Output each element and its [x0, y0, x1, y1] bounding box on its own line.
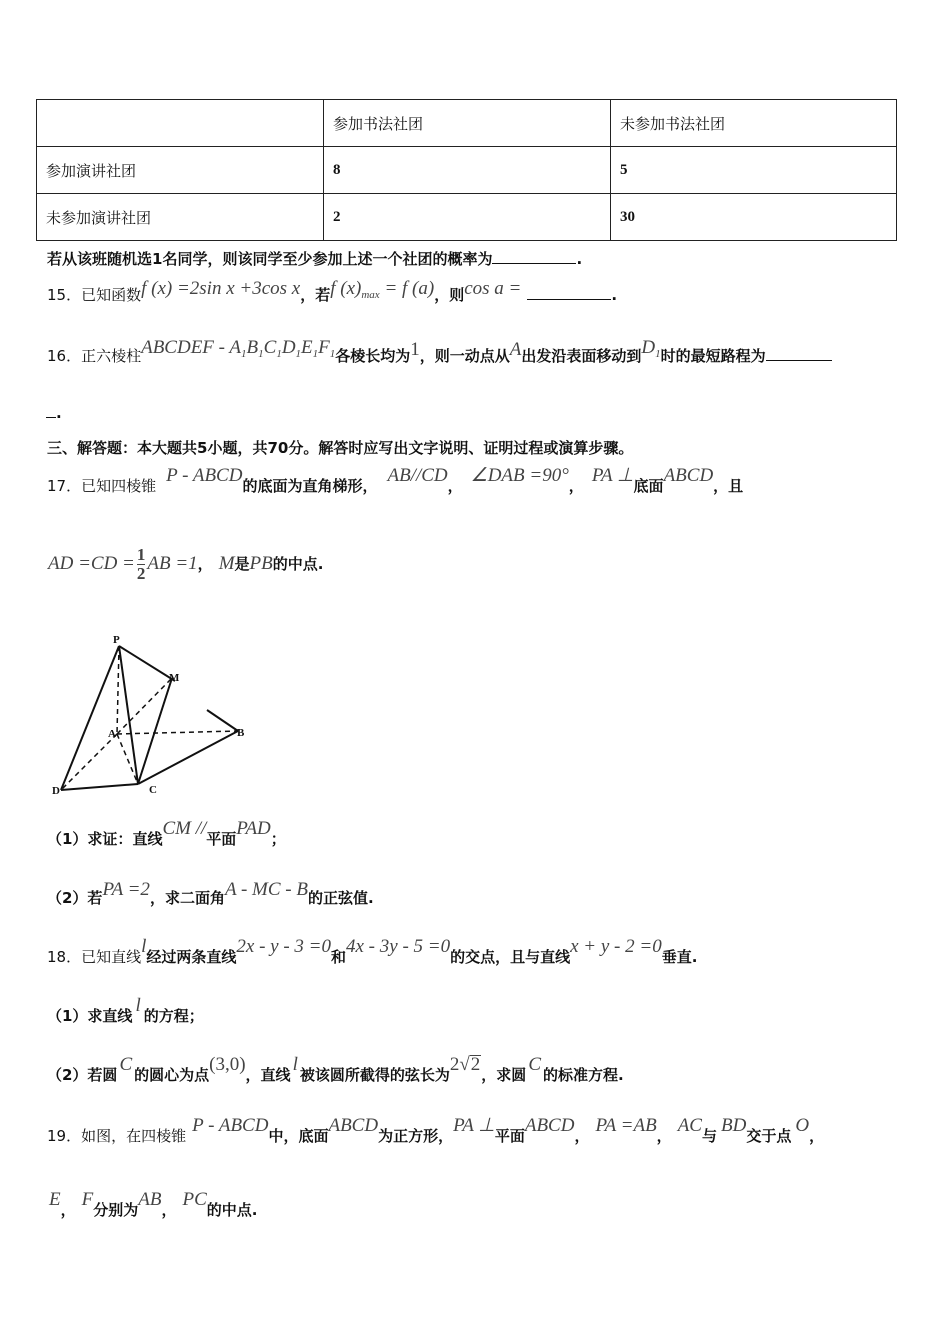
- table-row-label: 未参加演讲社团: [37, 194, 324, 241]
- question-15: 15．已知函数f (x) =2sin x +3cos x，若f $(x)_{max} = f$ (a)，则cos a = .: [47, 278, 618, 304]
- table-header-cell: 未参加书法社团: [611, 100, 897, 147]
- club-table: [36, 99, 897, 241]
- edge-PA: [117, 646, 119, 734]
- question-18-part-2: （2）若圆 C 的圆心为点(3,0)，直线 l 被该圆所截得的弦长为2√2，求圆 C 的标准方程.: [47, 1054, 624, 1084]
- vertex-label-B: B: [237, 727, 245, 739]
- edge-PM: [119, 646, 175, 681]
- question-17-part-1: （1）求证：直线CM //平面PAD；: [47, 818, 286, 848]
- question-16-blank-end: .: [46, 404, 62, 422]
- prism-label: ABCDEF - $A_1B_1C_1D_1E_1F_1$: [141, 337, 336, 360]
- vertex-label-P: P: [113, 634, 120, 646]
- edge-MB: [207, 710, 238, 731]
- table-row: [37, 147, 897, 194]
- edge-AD: [61, 734, 117, 790]
- question-17-conditions: AD =CD = $\frac{1}{2}$ AB =1， M是PB的中点.: [48, 545, 324, 583]
- question-19-conditions: E， F分别为AB， PC的中点.: [49, 1189, 258, 1219]
- table-cell: 5: [611, 147, 897, 194]
- vertex-label-D: D: [52, 785, 60, 797]
- question-18: 18．已知直线l经过两条直线2x - y - 3 =0和4x - 3y - 5 =0的交点，且与直线x + y - 2 =0垂直.: [47, 936, 698, 966]
- vertex-label-M: M: [169, 672, 180, 684]
- sqrt-expression: 2√2: [449, 1054, 481, 1075]
- question-17: 17．已知四棱锥 P - ABCD的底面为直角梯形， AB//CD， ∠DAB =90°， PA ⊥底面ABCD，且: [47, 465, 744, 495]
- table-row: [37, 194, 897, 241]
- vertex-label-A: A: [108, 728, 116, 740]
- edge-AB: [117, 731, 238, 734]
- answer-blank: [46, 417, 56, 418]
- pyramid-figure: [44, 630, 264, 800]
- vertex-label-C: C: [149, 784, 157, 796]
- question-16: 16．正六棱柱ABCDEF - $A_1B_1C_1D_1E_1F_1$各棱长均为1，则一动点从A出发沿表面移动到$D_1$时的最短路程为: [47, 345, 832, 367]
- table-cell: 8: [324, 147, 611, 194]
- answer-blank: [766, 360, 832, 361]
- table-header-row: [37, 100, 897, 147]
- fraction-one-half: $\frac{1}{2}$: [136, 545, 146, 583]
- question-14-tail: 若从该班随机选1名同学，则该同学至少参加上述一个社团的概率为 .: [47, 250, 583, 268]
- table-header-cell: [37, 100, 324, 147]
- answer-blank: [527, 299, 611, 300]
- question-17-part-2: （2）若PA =2，求二面角A - MC - B的正弦值.: [47, 879, 374, 907]
- answer-blank: [492, 263, 576, 264]
- question-18-part-1: （1）求直线 l 的方程；: [47, 995, 204, 1025]
- question-19: 19．如图，在四棱锥 P - ABCD中，底面ABCD为正方形，PA ⊥平面ABCD， PA =AB， AC与 BD交于点 O，: [47, 1115, 825, 1145]
- table-cell: 2: [324, 194, 611, 241]
- table-header-cell: 参加书法社团: [324, 100, 611, 147]
- table-row-label: 参加演讲社团: [37, 147, 324, 194]
- table-cell: 30: [611, 194, 897, 241]
- edge-DC: [61, 784, 138, 790]
- edge-PD: [61, 646, 119, 790]
- section-heading: 三、解答题：本大题共5小题，共70分。解答时应写出文字说明、证明过程或演算步骤。: [47, 439, 634, 457]
